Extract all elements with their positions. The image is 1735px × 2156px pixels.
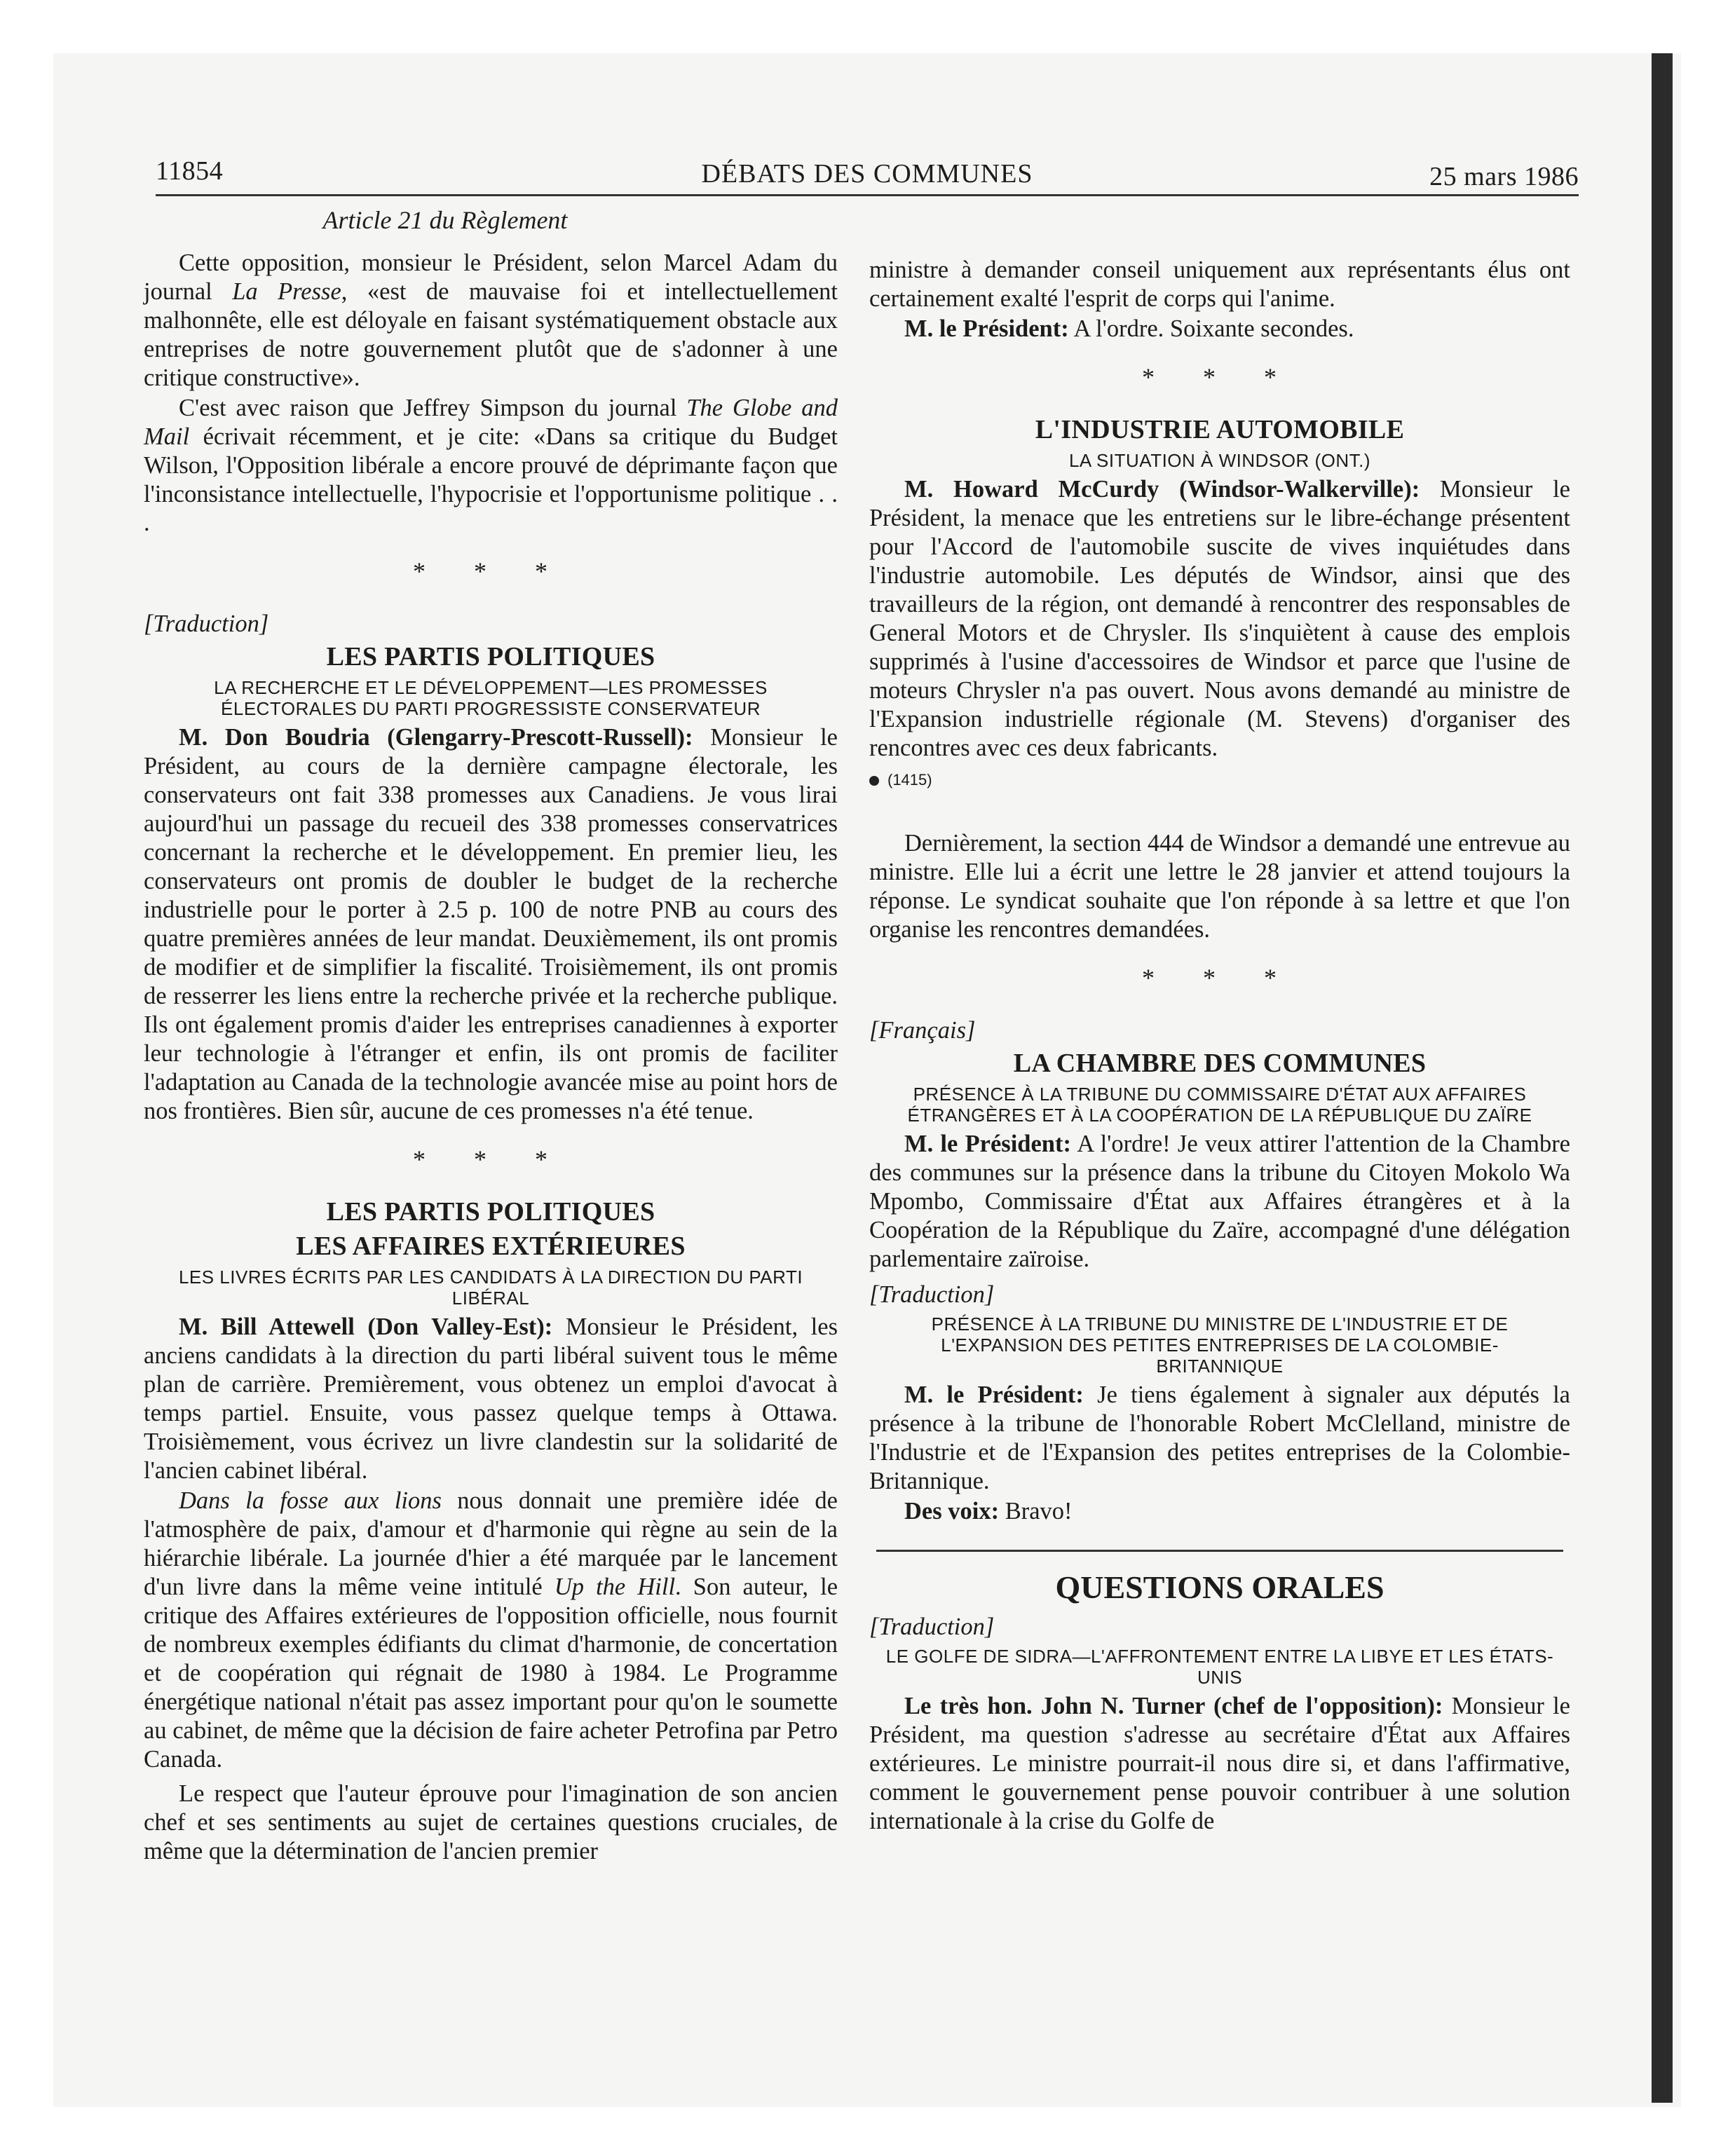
major-heading: QUESTIONS ORALES (1055, 1569, 1384, 1605)
speech-paragraph: M. le Président: Je tiens également à signaler aux députés la présence à la tribune de l'honorable Robert McClelland, ministre de l'Industrie et de l'Expansion des petites entreprises de la Colombie-Britannique. (869, 1381, 1570, 1494)
left-column (144, 206, 838, 1867)
section-subheading: LE GOLFE DE SIDRA—L'AFFRONTEMENT ENTRE LA LIBYE ET LES ÉTATS-UNIS (885, 1646, 1554, 1688)
paragraph: Dernièrement, la section 444 de Windsor a demandé une entrevue au ministre. Elle lui a écrit une lettre le 28 janvier et attend toujours la réponse. Le syndicat souhaite que l'on réponde à sa lettre et que l'on organise les rencontres demandées. (869, 830, 1570, 943)
speech-paragraph: Le très hon. John N. Turner (chef de l'opposition): Monsieur le Président, ma question s'adresse au secrétaire d'État aux Affaires extérieures. Le ministre pourrait-il nous dire si, et dans l'affirmative, comment le gouvernement pense pouvoir contribuer à une solution internationale à la crise du Golfe de (869, 1693, 1570, 1834)
header-rule (156, 194, 1579, 196)
speaker-name: M. Howard McCurdy (Windsor-Walkerville): (904, 476, 1420, 503)
section-separator: * * * (413, 1145, 569, 1173)
speech-paragraph: M. Don Boudria (Glengarry-Prescott-Russell): Monsieur le Président, au cours de la dernière campagne électorale, les conservateurs ont fait 338 promesses aux Canadiens. Je vous lirai aujourd'hui un passage du recueil des 338 promesses conservatrices concernant la recherche et le développement. En premier lieu, les conservateurs ont promis de doubler le budget de la recherche industrielle pour le porter à 2.5 p. 100 de notre PNB au cours des quatre premières années de leur mandat. Deuxièmement, ils ont promis de modifier et de simplifier la fiscalité. Troisièmement, ils ont promis de resserrer les liens entre la recherche privée et la recherche publique. Ils ont également promis d'aider les entreprises canadiennes à exporter leur technologie à l'étranger et enfin, ils ont promis de faciliter l'adaptation au Canada de la technologie avancée mise au point hors de nos frontières. Bien sûr, aucune de ces promesses n'a été tenue. (144, 724, 838, 1124)
speaker-name: M. Don Boudria (Glengarry-Prescott-Russell): (179, 724, 693, 751)
speaker-name: Des voix: (904, 1498, 1000, 1524)
speech-paragraph: M. Bill Attewell (Don Valley-Est): Monsieur le Président, les anciens candidats à la direction du parti libéral suivent tous le même plan de carrière. Premièrement, vous obtenez un emploi d'avocat à temps partiel. Ensuite, vous passez quelque temps à Ottawa. Troisièmement, vous écrivez un livre clandestin sur la solidarité de l'ancien cabinet libéral. (144, 1314, 838, 1484)
section-heading: LA CHAMBRE DES COMMUNES (1013, 1049, 1427, 1078)
speech-paragraph: M. le Président: A l'ordre! Je veux attirer l'attention de la Chambre des communes sur la présence dans la tribune du Citoyen Mokolo Wa Mpombo, Commissaire d'État aux Affaires étrangères et à la Coopération de la République du Zaïre, accompagné d'une délégation parlementaire zaïroise. (869, 1131, 1570, 1272)
section-heading: LES PARTIS POLITIQUES (326, 1197, 655, 1227)
section-heading: LES PARTIS POLITIQUES (326, 642, 655, 671)
section-separator: * * * (1142, 363, 1298, 391)
section-subheading: LES LIVRES ÉCRITS PAR LES CANDIDATS À LA DIRECTION DU PARTI LIBÉRAL (178, 1267, 803, 1309)
paragraph: Cette opposition, monsieur le Président, selon Marcel Adam du journal La Presse, «est de mauvaise foi et intellectuellement malhonnête, elle est déloyale en faisant systématiquement obstacle aux entreprises de notre gouvernement plutôt que de s'adonner à une critique constructive». (144, 250, 838, 391)
time-marker: (1415) (869, 765, 1570, 794)
section-subheading: LA SITUATION À WINDSOR (ONT.) (1068, 450, 1371, 471)
issue-date: 25 mars 1986 (1429, 162, 1579, 191)
speech-paragraph: M. Howard McCurdy (Windsor-Walkerville): Monsieur le Président, la menace que les entretiens sur le libre-échange présentent pour l'Accord de l'automobile suscite de vives inquiétudes dans l'industrie automobile. Les députés de Windsor, ainsi que des travailleurs de la région, ont demandé à rencontrer des responsables de General Motors et de Chrysler. Ils s'inquiètent à cause des emplois supprimés à l'usine d'accessoires de Windsor et parce que l'usine de moteurs Chrysler n'a pas ouvert. Nous avons demandé au ministre de l'Expansion industrielle régionale (M. Stevens) d'organiser des rencontres avec ces deux fabricants. (869, 476, 1570, 761)
publication-title: DÉBATS DES COMMUNES (701, 159, 1033, 189)
language-note: [Traduction] (144, 610, 269, 637)
speaker-name: Le très hon. John N. Turner (chef de l'opposition): (904, 1693, 1443, 1719)
page-header (156, 156, 1579, 198)
section-subheading: PRÉSENCE À LA TRIBUNE DU MINISTRE DE L'INDUSTRIE ET DE L'EXPANSION DES PETITES ENTREPRISES DE LA COLOMBIE-BRITANNIQUE (931, 1314, 1509, 1377)
speech-paragraph: M. le Président: A l'ordre. Soixante secondes. (904, 315, 1354, 342)
running-head: Article 21 du Règlement (322, 206, 568, 234)
paragraph: Dans la fosse aux lions nous donnait une première idée de l'atmosphère de paix, d'amour et d'harmonie qui règne au sein de la hiérarchie libérale. La journée d'hier a été marquée par le lancement d'un livre dans la même veine intitulé Up the Hill. Son auteur, le critique des Affaires extérieures de l'opposition officielle, nous fournit de nombreux exemples édifiants du climat d'harmonie, de concertation et de coopération qui régnait de 1980 à 1984. Le Programme énergétique national n'était pas assez important pour qu'on le soumette au cabinet, de même que la décision de faire acheter Petrofina par Petro Canada. (144, 1487, 838, 1773)
section-subheading: LA RECHERCHE ET LE DÉVELOPPEMENT—LES PROMESSES ÉLECTORALES DU PARTI PROGRESSISTE CONSERVATEUR (214, 677, 768, 719)
speaker-name: M. le Président: (904, 1381, 1084, 1408)
section-heading: LES AFFAIRES EXTÉRIEURES (296, 1231, 686, 1261)
scan-edge-shadow (1652, 53, 1673, 2103)
language-note: [Français] (869, 1017, 976, 1044)
paragraph: C'est avec raison que Jeffrey Simpson du journal The Globe and Mail écrivait récemment, et je cite: «Dans sa critique du Budget Wilson, l'Opposition libérale a encore prouvé de déprimante façon que l'inconsistance intellectuelle, l'hypocrisie et l'opportunisme politique . . . (144, 395, 838, 536)
page-number: 11854 (156, 156, 224, 186)
speaker-name: M. Bill Attewell (Don Valley-Est): (179, 1314, 553, 1340)
section-rule (876, 1550, 1563, 1552)
section-heading: L'INDUSTRIE AUTOMOBILE (1035, 415, 1405, 444)
language-note: [Traduction] (869, 1613, 995, 1640)
speaker-name: M. le Président: (904, 315, 1069, 342)
paragraph: ministre à demander conseil uniquement aux représentants élus ont certainement exalté l'esprit de corps qui l'anime. (869, 257, 1570, 312)
bullet-icon (869, 776, 879, 786)
section-subheading: PRÉSENCE À LA TRIBUNE DU COMMISSAIRE D'ÉTAT AUX AFFAIRES ÉTRANGÈRES ET À LA COOPÉRATION DE LA RÉPUBLIQUE DU ZAÏRE (907, 1084, 1532, 1126)
right-column (869, 256, 1570, 1837)
section-separator: * * * (1142, 964, 1298, 992)
speech-paragraph: Des voix: Bravo! (904, 1498, 1073, 1524)
paragraph: Le respect que l'auteur éprouve pour l'imagination de son ancien chef et ses sentiments au sujet de certaines questions cruciales, de même que la détermination de l'ancien premier (144, 1780, 838, 1864)
speaker-name: M. le Président: (904, 1131, 1071, 1157)
language-note: [Traduction] (869, 1281, 995, 1308)
section-separator: * * * (413, 557, 569, 585)
